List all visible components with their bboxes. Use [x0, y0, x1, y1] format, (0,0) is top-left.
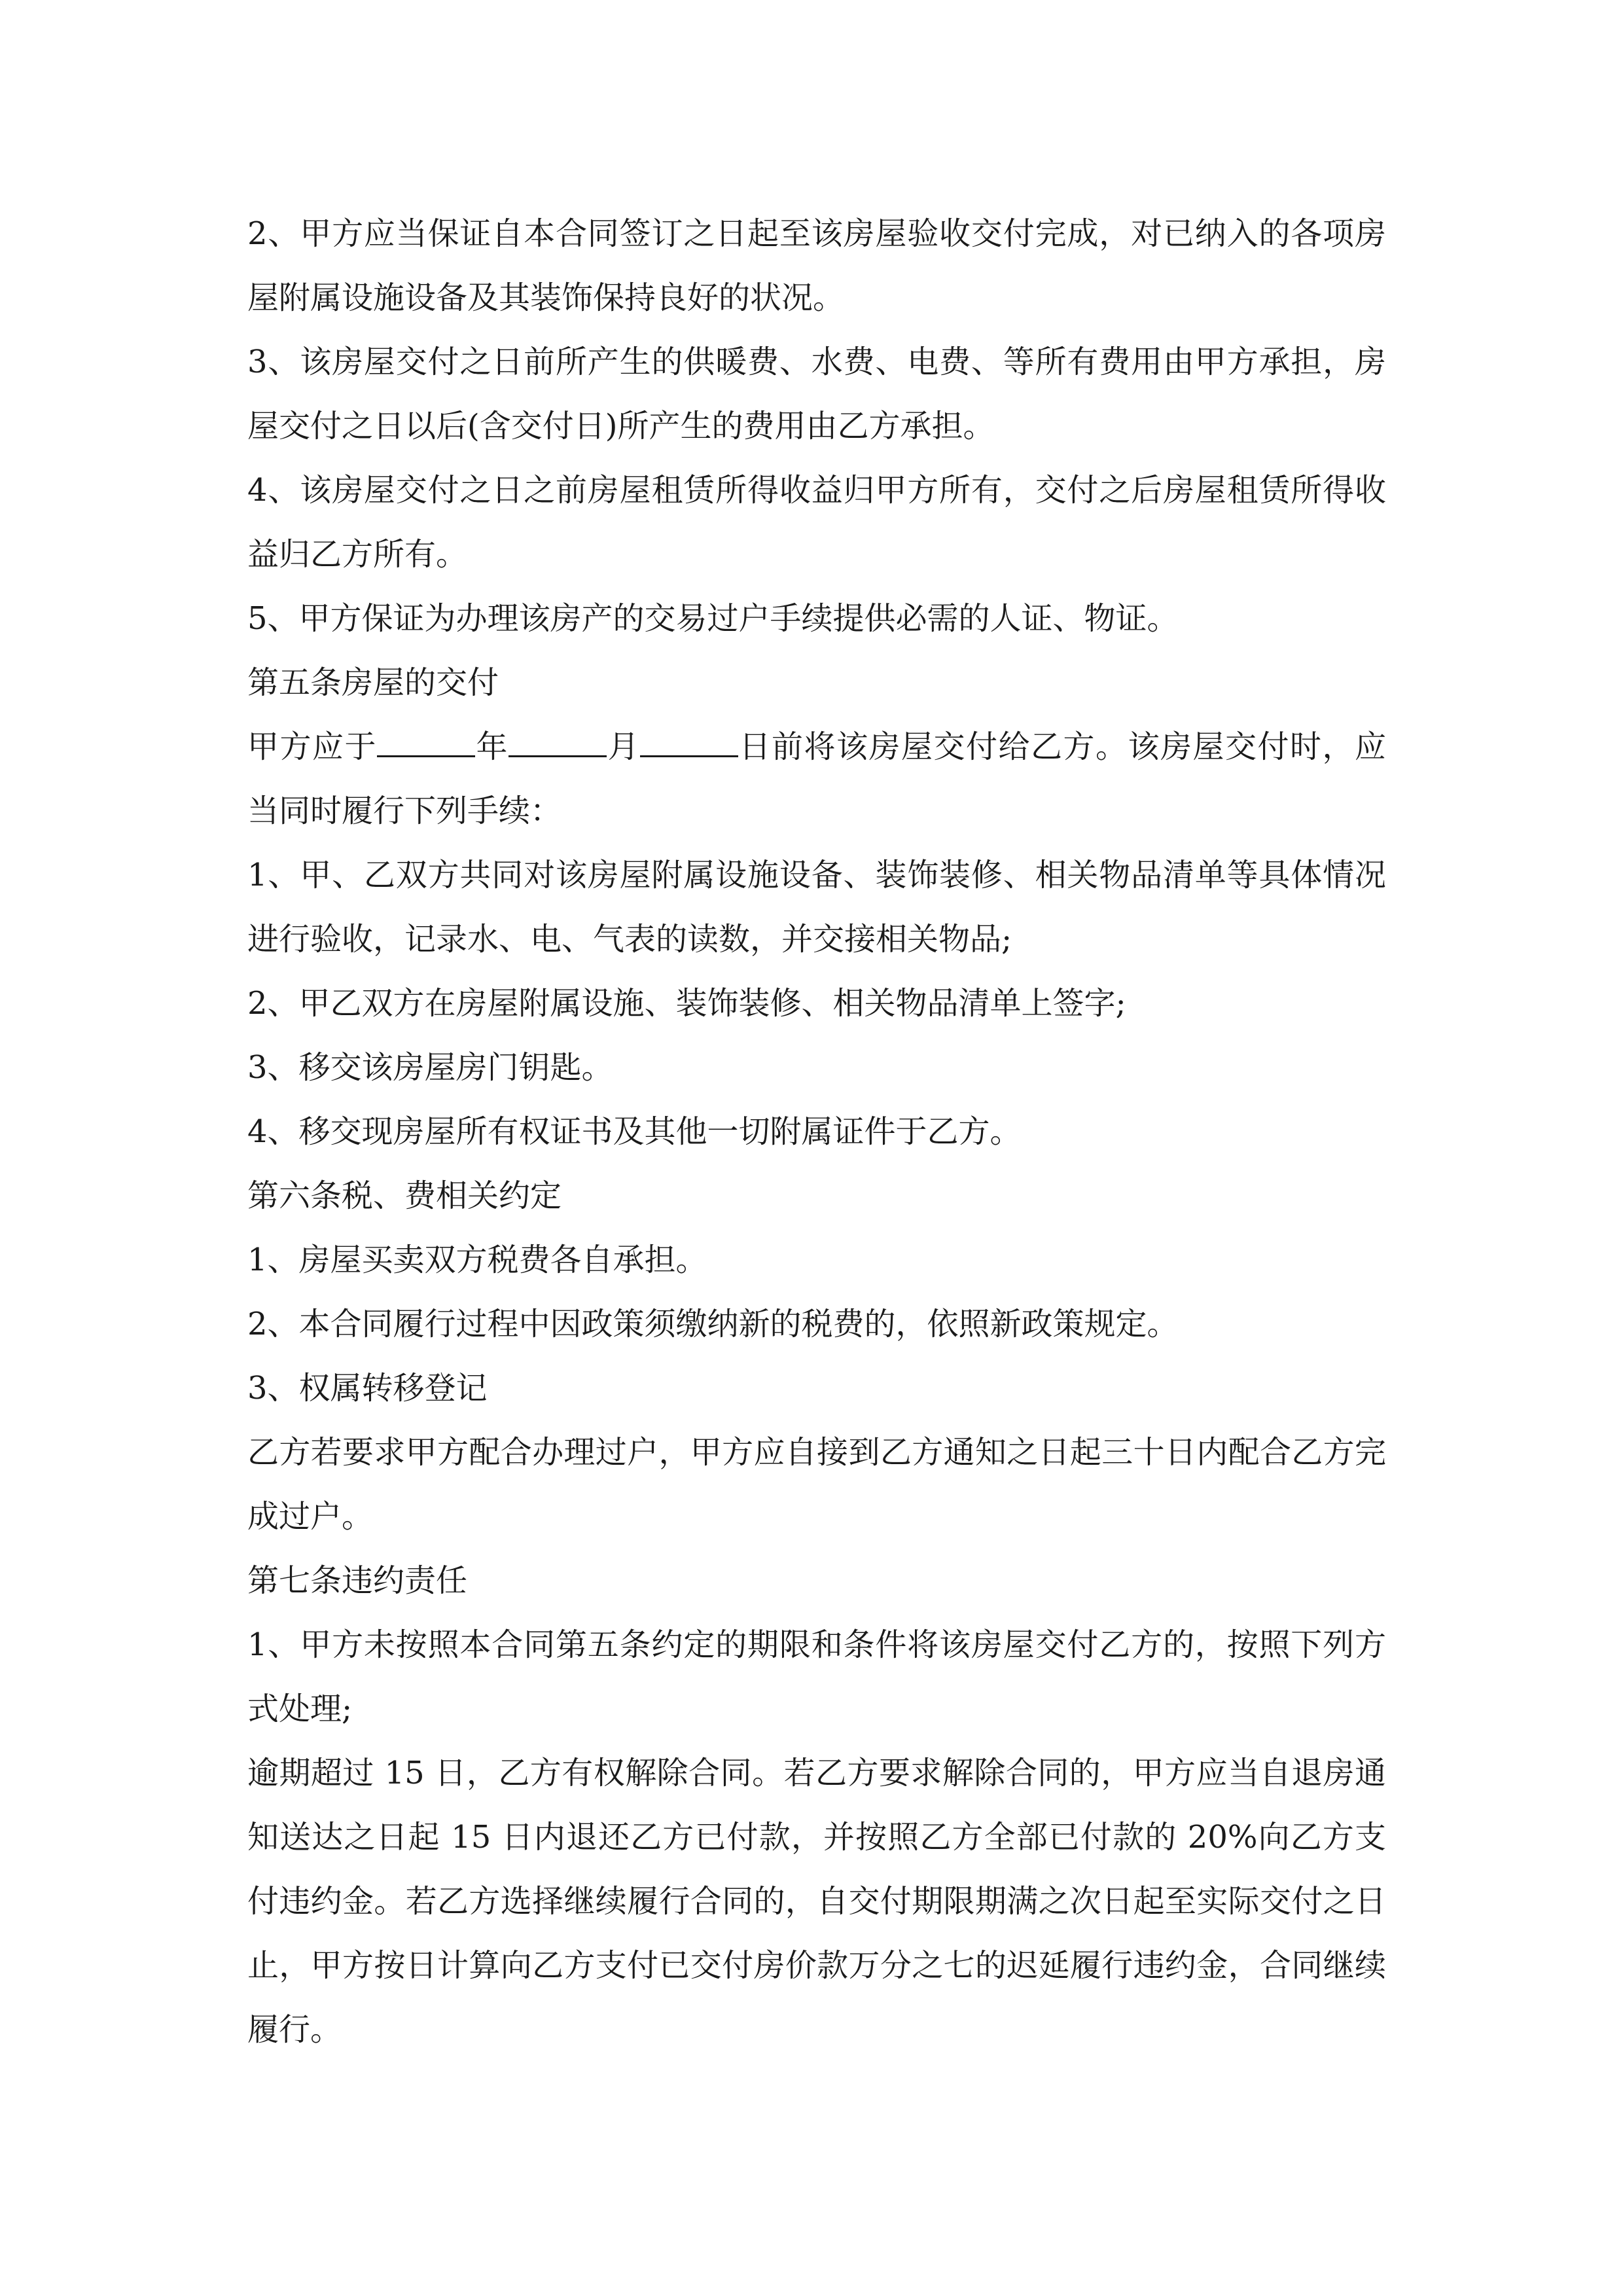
clause-paragraph: 5、甲方保证为办理该房产的交易过户手续提供必需的人证、物证。 — [247, 600, 1179, 637]
day-blank — [640, 719, 738, 757]
delivery-date-paragraph — [247, 715, 1386, 843]
document-body — [247, 202, 1386, 2062]
clause-paragraph: 乙方若要求甲方配合办理过户，甲方应自接到乙方通知之日起三十日内配合乙方完成过户。 — [247, 1434, 1386, 1535]
delivery-text-prefix: 甲方应于 — [247, 728, 377, 765]
clause-paragraph: 1、甲、乙双方共同对该房屋附属设施设备、装饰装修、相关物品清单等具体情况进行验收，记录水、电、气表的读数，并交接相关物品; — [247, 857, 1386, 958]
clause-paragraph: 4、移交现房屋所有权证书及其他一切附属证件于乙方。 — [247, 1113, 1022, 1150]
clause-paragraph: 2、甲乙双方在房屋附属设施、装饰装修、相关物品清单上签字; — [247, 985, 1126, 1022]
clause-paragraph: 3、移交该房屋房门钥匙。 — [247, 1049, 613, 1086]
clause-paragraph: 1、甲方未按照本合同第五条约定的期限和条件将该房屋交付乙方的，按照下列方式处理; — [247, 1626, 1386, 1727]
year-label: 年 — [475, 728, 508, 765]
section-heading: 第七条违约责任 — [247, 1562, 468, 1599]
section-heading: 第六条税、费相关约定 — [247, 1177, 562, 1214]
section-heading: 第五条房屋的交付 — [247, 664, 499, 701]
delivery-text-suffix: 日前将该房屋交付给乙方。该房屋交付时，应当同时履行下列手续： — [247, 728, 1386, 829]
clause-paragraph: 3、权属转移登记 — [247, 1370, 488, 1407]
clause-paragraph: 4、该房屋交付之日之前房屋租赁所得收益归甲方所有，交付之后房屋租赁所得收益归乙方所有。 — [247, 472, 1386, 573]
clause-paragraph: 2、甲方应当保证自本合同签订之日起至该房屋验收交付完成，对已纳入的各项房屋附属设施设备及其装饰保持良好的状况。 — [247, 215, 1386, 316]
clause-paragraph: 2、本合同履行过程中因政策须缴纳新的税费的，依照新政策规定。 — [247, 1306, 1179, 1342]
year-blank — [377, 719, 475, 757]
clause-paragraph: 1、房屋买卖双方税费各自承担。 — [247, 1242, 707, 1278]
clause-paragraph: 逾期超过 15 日，乙方有权解除合同。若乙方要求解除合同的，甲方应当自退房通知送达之日起 15 日内退还乙方已付款，并按照乙方全部已付款的 20%向乙方支付违约金。若乙方选择继续履行合同的，自交付期限期满之次日起至实际交付之日止，甲方按日计算向乙方支付已交付房价款万分之七的迟延履行违约金，合同继续履行。 — [247, 1755, 1386, 2048]
clause-paragraph: 3、该房屋交付之日前所产生的供暖费、水费、电费、等所有费用由甲方承担，房屋交付之日以后(含交付日)所产生的费用由乙方承担。 — [247, 344, 1386, 444]
month-label: 月 — [607, 728, 640, 765]
month-blank — [508, 719, 607, 757]
